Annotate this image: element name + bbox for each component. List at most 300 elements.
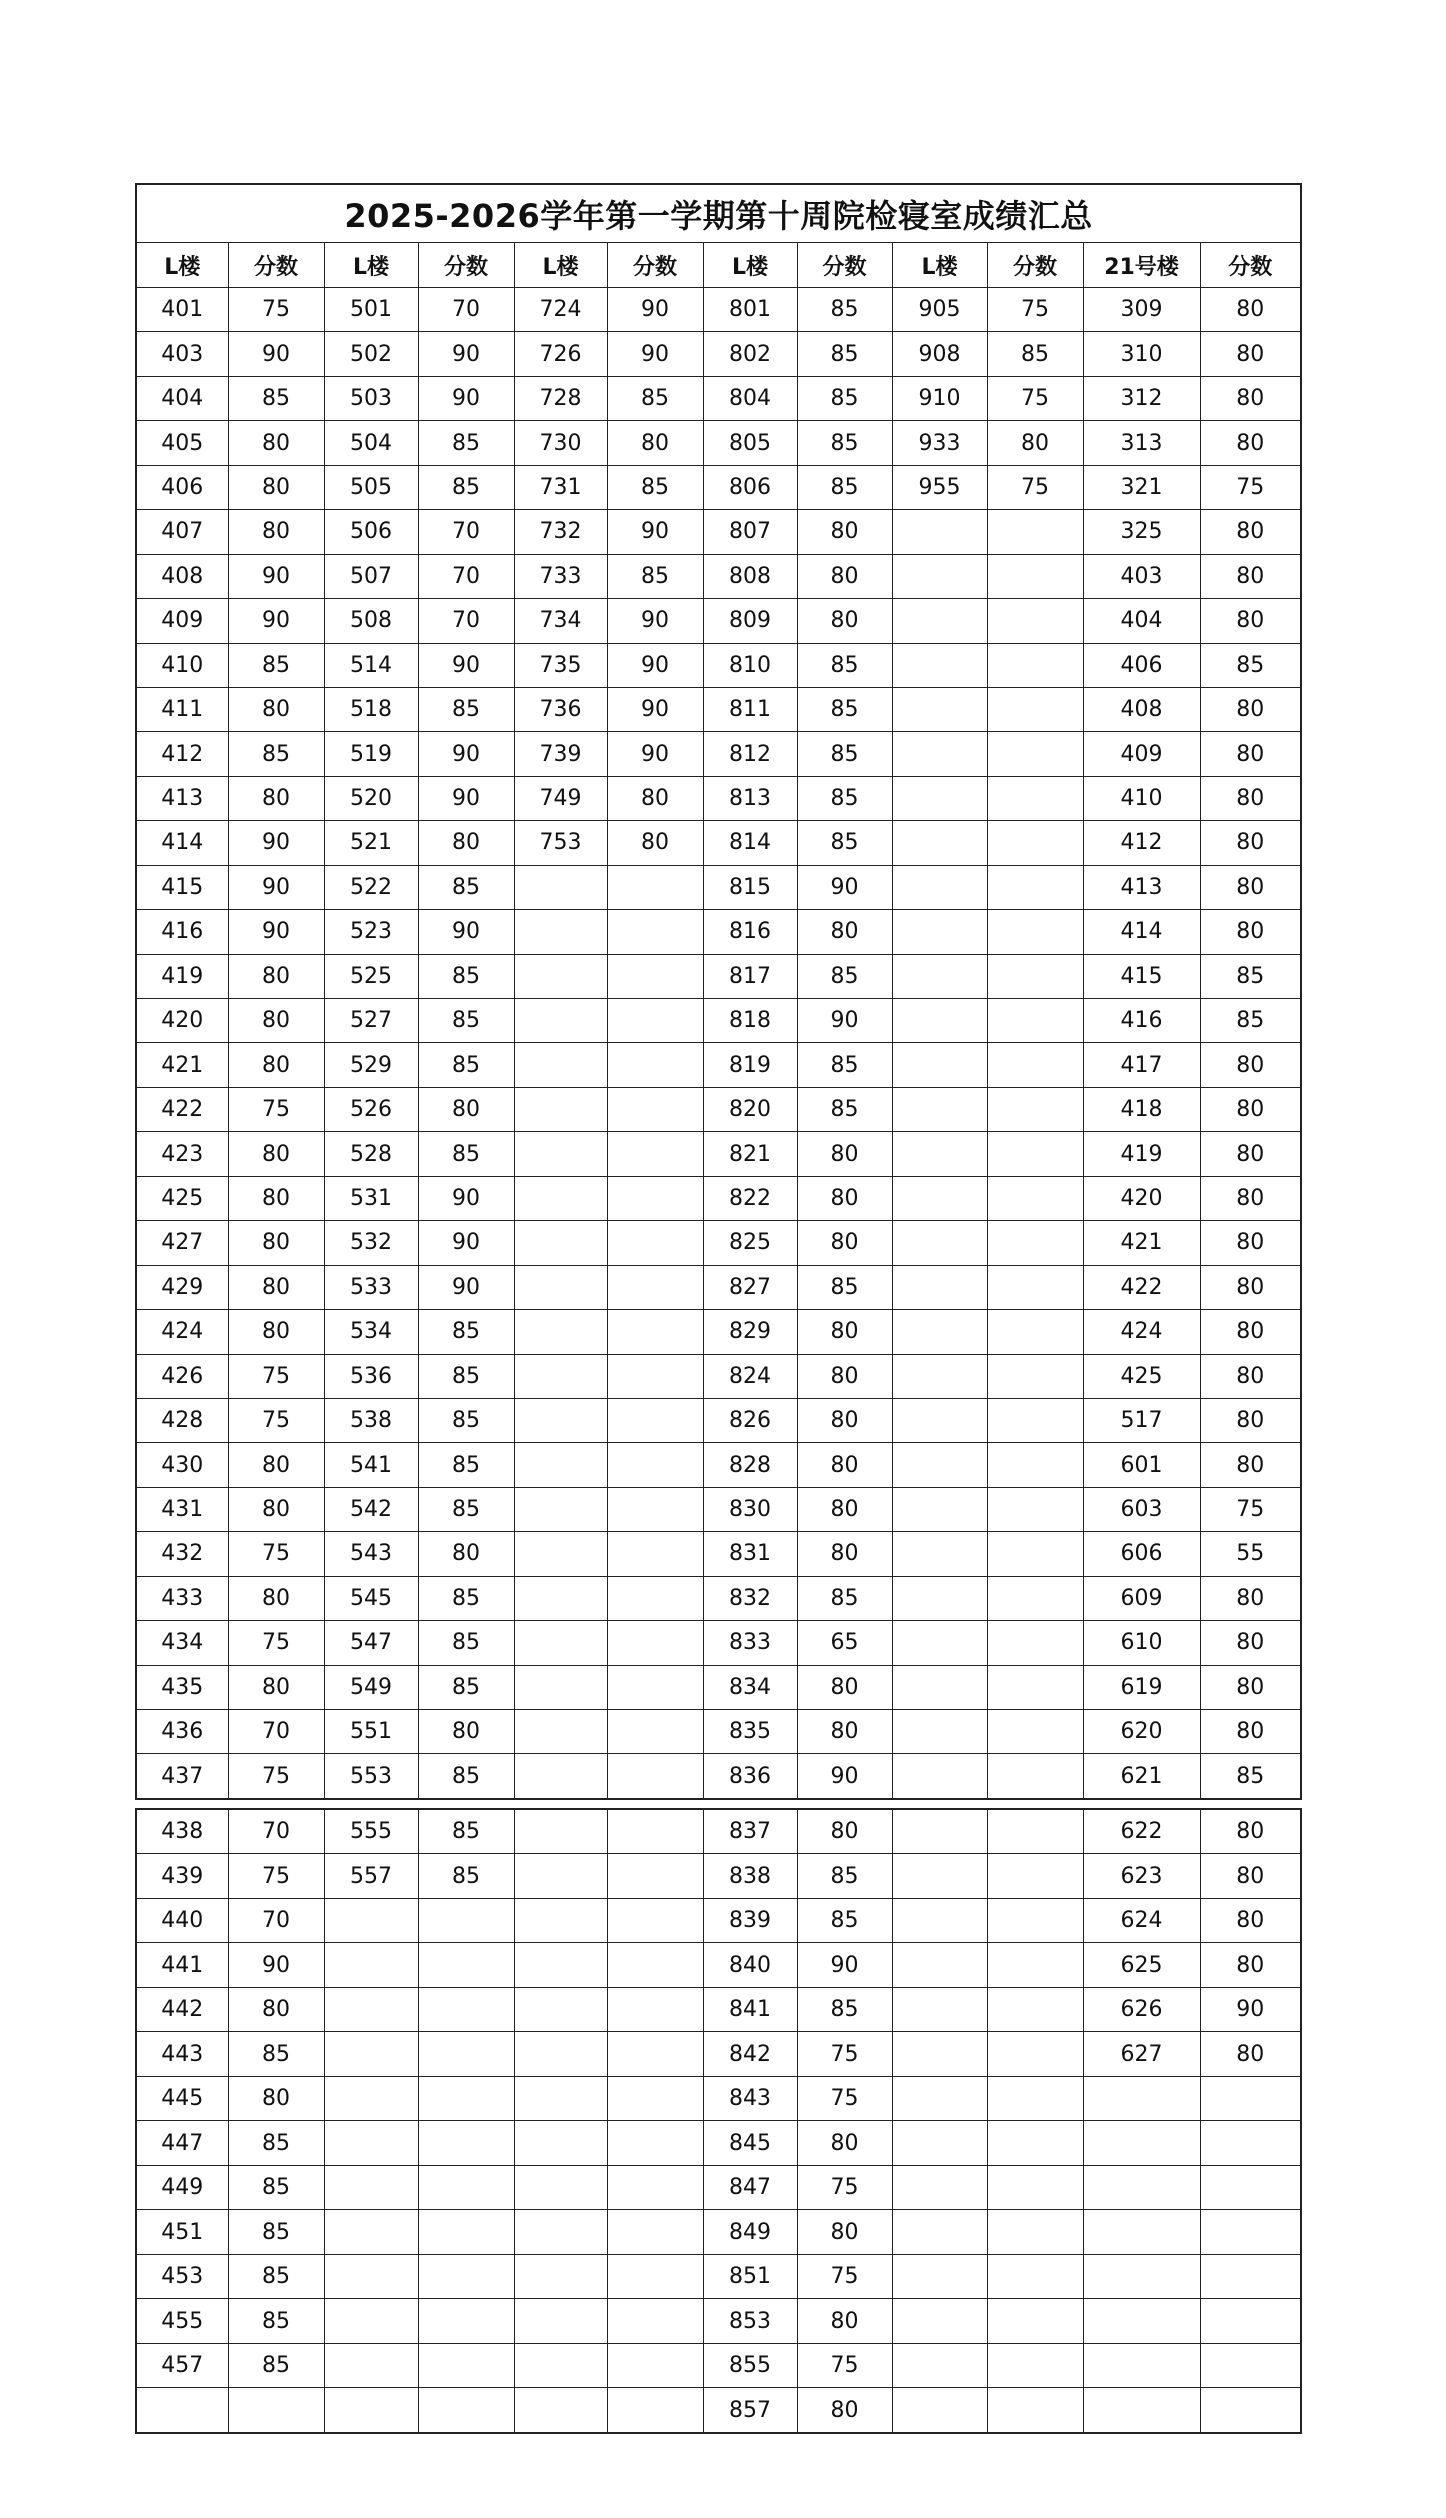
table-row — [136, 954, 1301, 998]
score-cell — [987, 1854, 1083, 1899]
table-row — [136, 1487, 1301, 1531]
score-cell — [987, 510, 1083, 554]
room-number-cell: 724 — [514, 288, 607, 332]
room-number-cell: 728 — [514, 376, 607, 420]
room-number-cell: 422 — [1083, 1265, 1200, 1309]
score-cell: 80 — [228, 1176, 324, 1220]
room-number-cell: 822 — [703, 1176, 797, 1220]
room-number-cell — [892, 1898, 987, 1943]
score-cell: 80 — [1200, 554, 1301, 598]
score-cell: 80 — [228, 1987, 324, 2032]
score-cell: 85 — [418, 1854, 514, 1899]
room-number-cell: 534 — [324, 1310, 418, 1354]
room-number-cell: 520 — [324, 776, 418, 820]
room-number-cell: 620 — [1083, 1710, 1200, 1754]
room-number-cell: 730 — [514, 421, 607, 465]
room-number-cell: 406 — [136, 465, 228, 509]
room-number-cell — [324, 1987, 418, 2032]
room-number-cell — [892, 954, 987, 998]
score-cell: 75 — [987, 288, 1083, 332]
score-cell: 85 — [607, 465, 703, 509]
score-cell — [607, 1665, 703, 1709]
room-number-cell — [892, 1087, 987, 1131]
score-cell: 90 — [1200, 1987, 1301, 2032]
score-cell: 80 — [1200, 1132, 1301, 1176]
score-cell: 85 — [228, 2165, 324, 2210]
room-number-cell — [514, 2299, 607, 2344]
room-number-cell: 626 — [1083, 1987, 1200, 2032]
room-number-cell — [514, 2121, 607, 2166]
score-cell: 70 — [228, 1898, 324, 1943]
score-cell: 90 — [418, 643, 514, 687]
room-number-cell — [892, 2076, 987, 2121]
score-cell: 90 — [797, 1943, 892, 1988]
room-number-cell: 726 — [514, 332, 607, 376]
score-cell: 80 — [1200, 332, 1301, 376]
room-number-cell: 436 — [136, 1710, 228, 1754]
score-cell — [987, 954, 1083, 998]
room-number-cell — [324, 2299, 418, 2344]
room-number-cell: 811 — [703, 687, 797, 731]
room-number-cell: 453 — [136, 2254, 228, 2299]
score-cell — [987, 1576, 1083, 1620]
score-cell — [607, 1221, 703, 1265]
score-cell: 80 — [228, 1221, 324, 1265]
score-cell: 80 — [228, 954, 324, 998]
room-number-cell: 538 — [324, 1398, 418, 1442]
score-sheet — [135, 183, 1300, 2434]
room-number-cell: 839 — [703, 1898, 797, 1943]
score-cell: 80 — [228, 1487, 324, 1531]
column-header-building-1: L楼 — [324, 243, 418, 288]
score-cell — [987, 1487, 1083, 1531]
room-number-cell — [324, 2121, 418, 2166]
score-cell: 85 — [228, 2121, 324, 2166]
room-number-cell — [324, 2210, 418, 2255]
score-cell — [607, 1087, 703, 1131]
room-number-cell: 802 — [703, 332, 797, 376]
room-number-cell — [514, 1987, 607, 2032]
room-number-cell — [324, 1943, 418, 1988]
score-cell — [987, 2343, 1083, 2388]
score-cell: 85 — [228, 643, 324, 687]
room-number-cell — [1083, 2121, 1200, 2166]
room-number-cell: 437 — [136, 1754, 228, 1799]
score-cell — [987, 1754, 1083, 1799]
score-cell — [228, 2388, 324, 2433]
room-number-cell: 434 — [136, 1621, 228, 1665]
score-cell — [418, 2076, 514, 2121]
room-number-cell: 445 — [136, 2076, 228, 2121]
room-number-cell — [892, 510, 987, 554]
room-number-cell: 735 — [514, 643, 607, 687]
score-cell: 85 — [418, 999, 514, 1043]
score-cell: 85 — [797, 421, 892, 465]
score-cell — [418, 2210, 514, 2255]
table-row — [136, 465, 1301, 509]
room-number-cell — [892, 1665, 987, 1709]
room-number-cell: 409 — [1083, 732, 1200, 776]
score-cell: 80 — [797, 910, 892, 954]
score-cell: 90 — [228, 821, 324, 865]
table-row — [136, 1132, 1301, 1176]
room-number-cell: 619 — [1083, 1665, 1200, 1709]
score-cell — [607, 2299, 703, 2344]
score-cell — [418, 1943, 514, 1988]
score-cell — [987, 643, 1083, 687]
score-cell — [987, 2076, 1083, 2121]
score-cell — [418, 2388, 514, 2433]
score-cell: 80 — [1200, 865, 1301, 909]
column-header-building-0: L楼 — [136, 243, 228, 288]
score-cell — [987, 2388, 1083, 2433]
score-cell — [607, 999, 703, 1043]
room-number-cell: 420 — [136, 999, 228, 1043]
room-number-cell: 814 — [703, 821, 797, 865]
score-cell — [607, 1043, 703, 1087]
score-cell — [987, 910, 1083, 954]
score-cell — [987, 1176, 1083, 1220]
score-cell: 55 — [1200, 1532, 1301, 1576]
score-cell — [987, 1221, 1083, 1265]
score-cell: 90 — [418, 376, 514, 420]
room-number-cell: 739 — [514, 732, 607, 776]
score-cell: 75 — [228, 1621, 324, 1665]
score-cell: 80 — [418, 1087, 514, 1131]
score-cell — [987, 1443, 1083, 1487]
score-cell: 85 — [1200, 999, 1301, 1043]
score-cell: 80 — [1200, 1665, 1301, 1709]
score-cell — [607, 1854, 703, 1899]
room-number-cell — [892, 1854, 987, 1899]
room-number-cell — [892, 643, 987, 687]
score-cell — [987, 1665, 1083, 1709]
room-number-cell: 413 — [136, 776, 228, 820]
score-cell: 80 — [1200, 1398, 1301, 1442]
score-cell: 80 — [797, 2388, 892, 2433]
room-number-cell: 623 — [1083, 1854, 1200, 1899]
table-row — [136, 1443, 1301, 1487]
room-number-cell — [136, 2388, 228, 2433]
score-cell: 75 — [797, 2032, 892, 2077]
room-number-cell: 420 — [1083, 1176, 1200, 1220]
score-cell — [1200, 2165, 1301, 2210]
room-number-cell — [514, 1943, 607, 1988]
room-number-cell: 815 — [703, 865, 797, 909]
room-number-cell: 415 — [136, 865, 228, 909]
score-cell — [987, 2032, 1083, 2077]
score-cell: 80 — [1200, 1809, 1301, 1854]
score-cell — [607, 1809, 703, 1854]
room-number-cell: 406 — [1083, 643, 1200, 687]
table-row — [136, 643, 1301, 687]
score-cell — [987, 687, 1083, 731]
score-cell: 80 — [797, 1398, 892, 1442]
room-number-cell: 736 — [514, 687, 607, 731]
score-cell: 80 — [1200, 1443, 1301, 1487]
score-cell: 80 — [418, 821, 514, 865]
score-cell: 80 — [1200, 376, 1301, 420]
room-number-cell: 820 — [703, 1087, 797, 1131]
room-number-cell: 841 — [703, 1987, 797, 2032]
room-number-cell: 504 — [324, 421, 418, 465]
room-number-cell: 429 — [136, 1265, 228, 1309]
table-row — [136, 1221, 1301, 1265]
room-number-cell — [514, 2210, 607, 2255]
score-cell: 85 — [797, 687, 892, 731]
column-header-building-2: L楼 — [514, 243, 607, 288]
room-number-cell: 505 — [324, 465, 418, 509]
score-cell — [987, 1354, 1083, 1398]
room-number-cell: 847 — [703, 2165, 797, 2210]
score-cell — [987, 2121, 1083, 2166]
score-cell — [607, 2076, 703, 2121]
column-header-building-4: L楼 — [892, 243, 987, 288]
room-number-cell: 606 — [1083, 1532, 1200, 1576]
room-number-cell: 412 — [1083, 821, 1200, 865]
room-number-cell: 908 — [892, 332, 987, 376]
score-cell — [607, 2388, 703, 2433]
room-number-cell: 409 — [136, 599, 228, 643]
room-number-cell: 826 — [703, 1398, 797, 1442]
score-cell: 90 — [797, 865, 892, 909]
room-number-cell — [514, 1176, 607, 1220]
table-row — [136, 1754, 1301, 1799]
score-cell: 80 — [1200, 1221, 1301, 1265]
room-number-cell — [892, 554, 987, 598]
score-cell — [1200, 2299, 1301, 2344]
room-number-cell: 551 — [324, 1710, 418, 1754]
score-cell: 80 — [228, 1043, 324, 1087]
score-cell — [607, 1898, 703, 1943]
score-cell: 85 — [797, 1043, 892, 1087]
score-cell — [418, 2121, 514, 2166]
score-cell: 85 — [797, 288, 892, 332]
score-cell: 80 — [1200, 421, 1301, 465]
room-number-cell — [1083, 2165, 1200, 2210]
room-number-cell — [514, 910, 607, 954]
room-number-cell: 457 — [136, 2343, 228, 2388]
score-cell — [607, 1710, 703, 1754]
room-number-cell: 501 — [324, 288, 418, 332]
score-cell: 80 — [1200, 1043, 1301, 1087]
score-cell: 85 — [607, 376, 703, 420]
score-cell — [987, 1087, 1083, 1131]
room-number-cell: 853 — [703, 2299, 797, 2344]
room-number-cell: 404 — [136, 376, 228, 420]
score-cell: 85 — [228, 2343, 324, 2388]
column-header-building-3: L楼 — [703, 243, 797, 288]
score-cell: 85 — [607, 554, 703, 598]
table-row — [136, 554, 1301, 598]
room-number-cell: 831 — [703, 1532, 797, 1576]
room-number-cell: 842 — [703, 2032, 797, 2077]
room-number-cell: 812 — [703, 732, 797, 776]
score-cell — [1200, 2121, 1301, 2166]
room-number-cell — [514, 999, 607, 1043]
score-cell: 80 — [228, 1265, 324, 1309]
score-cell — [607, 910, 703, 954]
score-cell: 85 — [228, 2254, 324, 2299]
score-cell: 85 — [418, 687, 514, 731]
room-number-cell: 309 — [1083, 288, 1200, 332]
room-number-cell — [892, 2388, 987, 2433]
room-number-cell — [892, 1176, 987, 1220]
score-cell: 85 — [1200, 1754, 1301, 1799]
room-number-cell: 435 — [136, 1665, 228, 1709]
room-number-cell: 845 — [703, 2121, 797, 2166]
room-number-cell — [324, 1898, 418, 1943]
score-cell — [607, 1532, 703, 1576]
room-number-cell: 313 — [1083, 421, 1200, 465]
score-cell: 85 — [797, 1576, 892, 1620]
room-number-cell: 807 — [703, 510, 797, 554]
score-cell: 90 — [797, 999, 892, 1043]
room-number-cell: 819 — [703, 1043, 797, 1087]
room-number-cell: 410 — [1083, 776, 1200, 820]
room-number-cell — [514, 2388, 607, 2433]
score-cell: 85 — [797, 1087, 892, 1131]
score-cell: 80 — [1200, 687, 1301, 731]
room-number-cell: 432 — [136, 1532, 228, 1576]
score-cell: 80 — [797, 2210, 892, 2255]
room-number-cell — [514, 1665, 607, 1709]
score-cell: 80 — [607, 821, 703, 865]
score-cell: 70 — [228, 1710, 324, 1754]
score-cell: 80 — [228, 1443, 324, 1487]
room-number-cell: 809 — [703, 599, 797, 643]
room-number-cell — [892, 821, 987, 865]
score-cell: 70 — [418, 554, 514, 598]
room-number-cell: 411 — [136, 687, 228, 731]
room-number-cell: 836 — [703, 1754, 797, 1799]
room-number-cell — [892, 776, 987, 820]
room-number-cell — [892, 2254, 987, 2299]
score-cell: 85 — [418, 1487, 514, 1531]
room-number-cell — [892, 1487, 987, 1531]
table-row — [136, 1176, 1301, 1220]
room-number-cell: 441 — [136, 1943, 228, 1988]
room-number-cell: 837 — [703, 1809, 797, 1854]
room-number-cell: 855 — [703, 2343, 797, 2388]
score-cell: 90 — [418, 910, 514, 954]
score-cell: 75 — [1200, 465, 1301, 509]
room-number-cell — [1083, 2254, 1200, 2299]
table-row — [136, 1898, 1301, 1943]
score-cell: 90 — [418, 1221, 514, 1265]
table-row — [136, 1665, 1301, 1709]
room-number-cell: 543 — [324, 1532, 418, 1576]
score-cell: 85 — [418, 1754, 514, 1799]
room-number-cell — [892, 1532, 987, 1576]
room-number-cell: 440 — [136, 1898, 228, 1943]
score-cell: 90 — [228, 332, 324, 376]
score-cell — [418, 2254, 514, 2299]
room-number-cell — [892, 1987, 987, 2032]
score-cell — [1200, 2388, 1301, 2433]
score-cell: 85 — [418, 1132, 514, 1176]
score-cell: 80 — [797, 1809, 892, 1854]
score-cell: 80 — [228, 421, 324, 465]
score-cell — [987, 1132, 1083, 1176]
score-cell — [1200, 2254, 1301, 2299]
score-cell — [607, 1943, 703, 1988]
score-cell — [1200, 2343, 1301, 2388]
score-cell — [987, 1265, 1083, 1309]
room-number-cell: 753 — [514, 821, 607, 865]
score-cell: 90 — [607, 332, 703, 376]
room-number-cell — [514, 1132, 607, 1176]
score-cell: 85 — [987, 332, 1083, 376]
score-cell: 75 — [228, 1398, 324, 1442]
room-number-cell — [514, 865, 607, 909]
score-cell: 80 — [1200, 599, 1301, 643]
score-cell: 85 — [797, 1898, 892, 1943]
table-row — [136, 332, 1301, 376]
score-cell — [987, 2254, 1083, 2299]
room-number-cell: 508 — [324, 599, 418, 643]
score-cell: 75 — [987, 465, 1083, 509]
room-number-cell: 542 — [324, 1487, 418, 1531]
table-row — [136, 910, 1301, 954]
room-number-cell — [892, 1310, 987, 1354]
score-cell: 80 — [797, 1176, 892, 1220]
score-cell: 80 — [418, 1710, 514, 1754]
score-cell: 65 — [797, 1621, 892, 1665]
room-number-cell — [514, 1310, 607, 1354]
room-number-cell: 734 — [514, 599, 607, 643]
score-cell — [607, 1265, 703, 1309]
room-number-cell: 851 — [703, 2254, 797, 2299]
score-cell — [607, 1176, 703, 1220]
table-row — [136, 421, 1301, 465]
room-number-cell: 407 — [136, 510, 228, 554]
score-cell — [987, 1898, 1083, 1943]
table-row — [136, 865, 1301, 909]
room-number-cell: 410 — [136, 643, 228, 687]
score-cell — [607, 1487, 703, 1531]
score-cell: 80 — [1200, 910, 1301, 954]
room-number-cell: 531 — [324, 1176, 418, 1220]
room-number-cell: 933 — [892, 421, 987, 465]
room-number-cell — [514, 1898, 607, 1943]
table-row — [136, 1854, 1301, 1899]
room-number-cell: 833 — [703, 1621, 797, 1665]
room-number-cell: 532 — [324, 1221, 418, 1265]
score-cell: 85 — [797, 1265, 892, 1309]
table-row — [136, 687, 1301, 731]
room-number-cell — [892, 1132, 987, 1176]
room-number-cell: 424 — [136, 1310, 228, 1354]
table-row — [136, 1809, 1301, 1854]
score-cell — [607, 1310, 703, 1354]
score-cell: 80 — [418, 1532, 514, 1576]
room-number-cell: 547 — [324, 1621, 418, 1665]
table-row — [136, 1710, 1301, 1754]
room-number-cell: 438 — [136, 1809, 228, 1854]
room-number-cell — [892, 910, 987, 954]
score-cell — [987, 1310, 1083, 1354]
room-number-cell: 801 — [703, 288, 797, 332]
score-cell — [607, 2165, 703, 2210]
room-number-cell — [1083, 2343, 1200, 2388]
score-cell: 80 — [1200, 510, 1301, 554]
room-number-cell — [892, 1265, 987, 1309]
room-number-cell: 310 — [1083, 332, 1200, 376]
score-cell: 75 — [228, 1354, 324, 1398]
score-cell — [987, 999, 1083, 1043]
score-cell — [418, 2032, 514, 2077]
